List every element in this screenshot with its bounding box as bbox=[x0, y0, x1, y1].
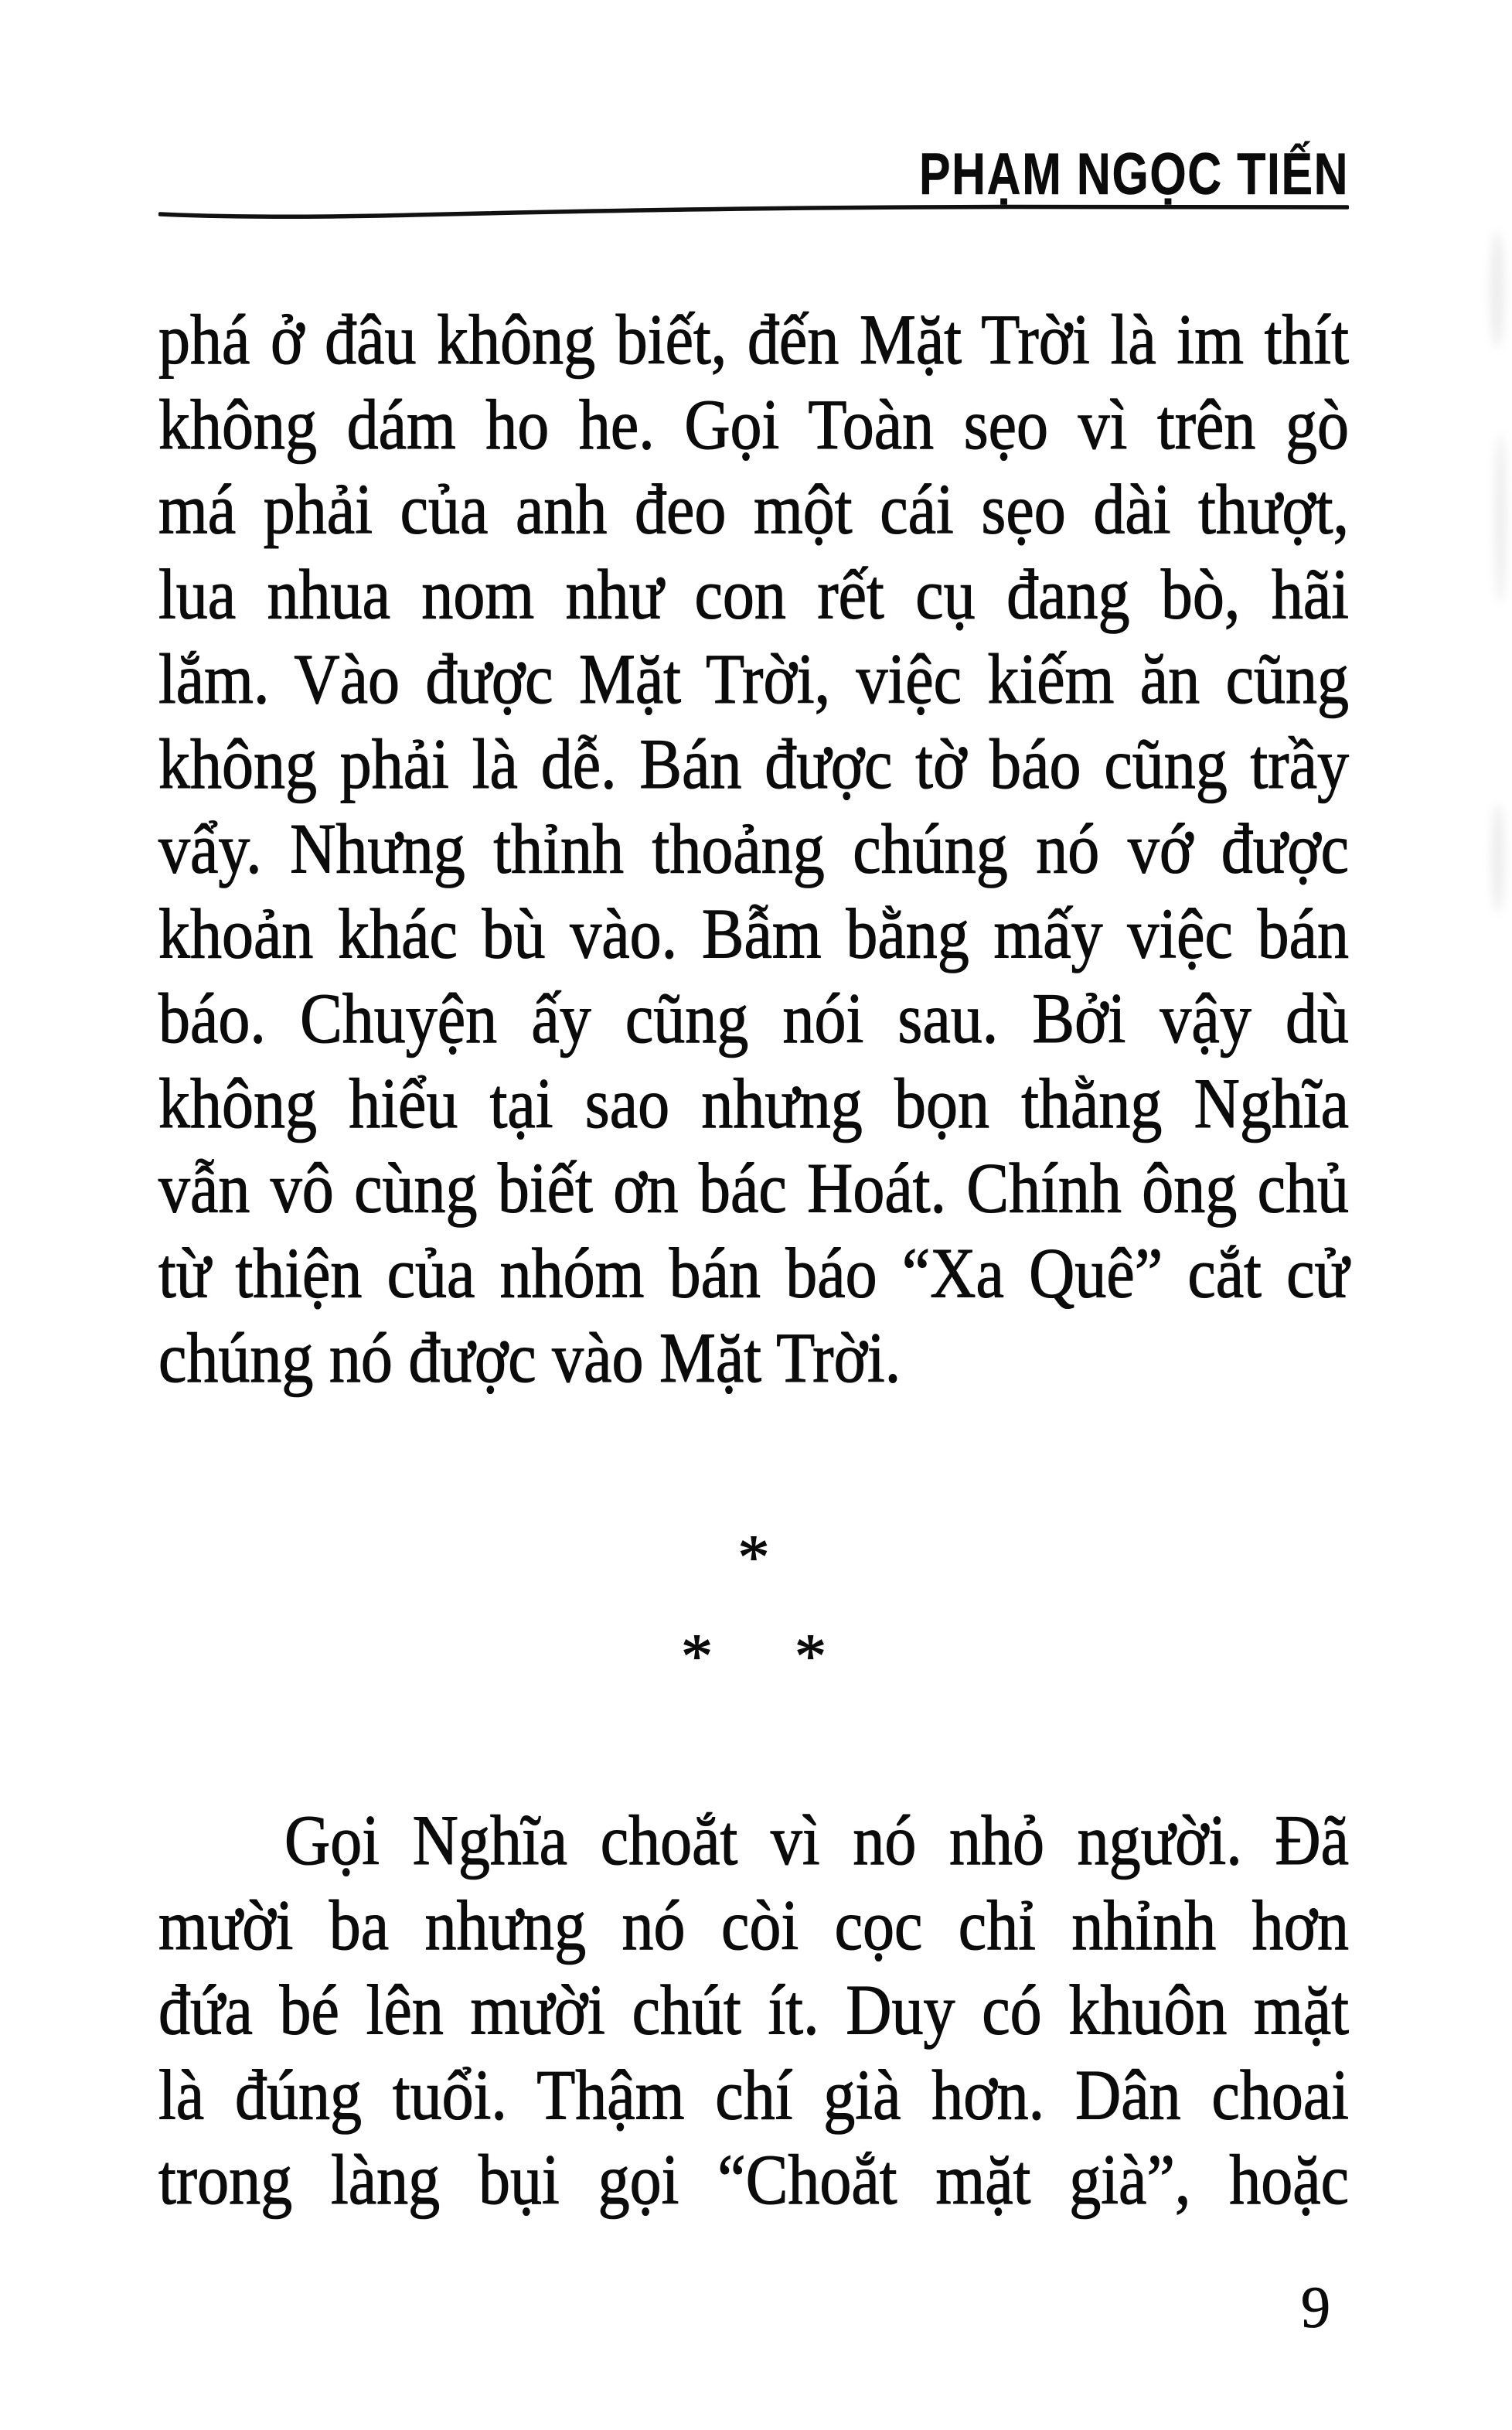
page-number: 9 bbox=[1301, 2275, 1330, 2340]
text-line: vẫn vô cùng biết ơn bác Hoát. Chính ông chủ bbox=[158, 1148, 1349, 1228]
text-line: lắm. Vào được Mặt Trời, việc kiếm ăn cũng bbox=[158, 639, 1349, 719]
text-line: Gọi Nghĩa choắt vì nó nhỏ người. Đã bbox=[284, 1801, 1349, 1880]
text-line: khoản khác bù vào. Bẫm bằng mấy việc bán bbox=[158, 894, 1349, 973]
paragraph-2 bbox=[158, 1798, 1349, 2223]
asterisk-icon: * bbox=[795, 1621, 826, 1691]
asterisk-icon: * bbox=[681, 1621, 713, 1691]
text-line: má phải của anh đeo một cái sẹo dài thượt, bbox=[158, 469, 1349, 549]
section-break-row-bottom bbox=[158, 1621, 1349, 1691]
header-rule bbox=[158, 201, 1349, 220]
text-line: phá ở đâu không biết, đến Mặt Trời là im thít bbox=[158, 300, 1349, 380]
text-line: là đúng tuổi. Thậm chí già hơn. Dân choai bbox=[158, 2055, 1349, 2135]
paragraph-1 bbox=[158, 298, 1349, 1401]
text-line: không phải là dễ. Bán được tờ báo cũng trầy bbox=[158, 724, 1349, 804]
running-head-author: PHẠM NGỌC TIẾN bbox=[918, 141, 1349, 207]
text-line: mười ba nhưng nó còi cọc chỉ nhỉnh hơn bbox=[158, 1886, 1349, 1965]
scan-artifact bbox=[1492, 804, 1504, 912]
scan-artifact bbox=[1495, 433, 1506, 603]
text-line: vẩy. Nhưng thỉnh thoảng chúng nó vớ được bbox=[158, 809, 1349, 888]
scan-artifact bbox=[1490, 232, 1504, 348]
text-line: không dám ho he. Gọi Toàn sẹo vì trên gò bbox=[158, 385, 1349, 465]
text-line: trong làng bụi gọi “Choắt mặt già”, hoặc bbox=[158, 2140, 1349, 2220]
text-line: không hiểu tại sao nhưng bọn thằng Nghĩa bbox=[158, 1064, 1349, 1143]
asterisk-icon: * bbox=[737, 1522, 770, 1592]
text-line: từ thiện của nhóm bán báo “Xa Quê” cắt cử bbox=[158, 1233, 1349, 1313]
section-break-row-top bbox=[158, 1522, 1349, 1592]
text-line: đứa bé lên mười chút ít. Duy có khuôn mặt bbox=[158, 1970, 1349, 2050]
text-line: lua nhua nom như con rết cụ đang bò, hãi bbox=[158, 554, 1349, 634]
text-line: báo. Chuyện ấy cũng nói sau. Bởi vậy dù bbox=[158, 979, 1349, 1058]
text-line: chúng nó được vào Mặt Trời. bbox=[158, 1318, 901, 1398]
